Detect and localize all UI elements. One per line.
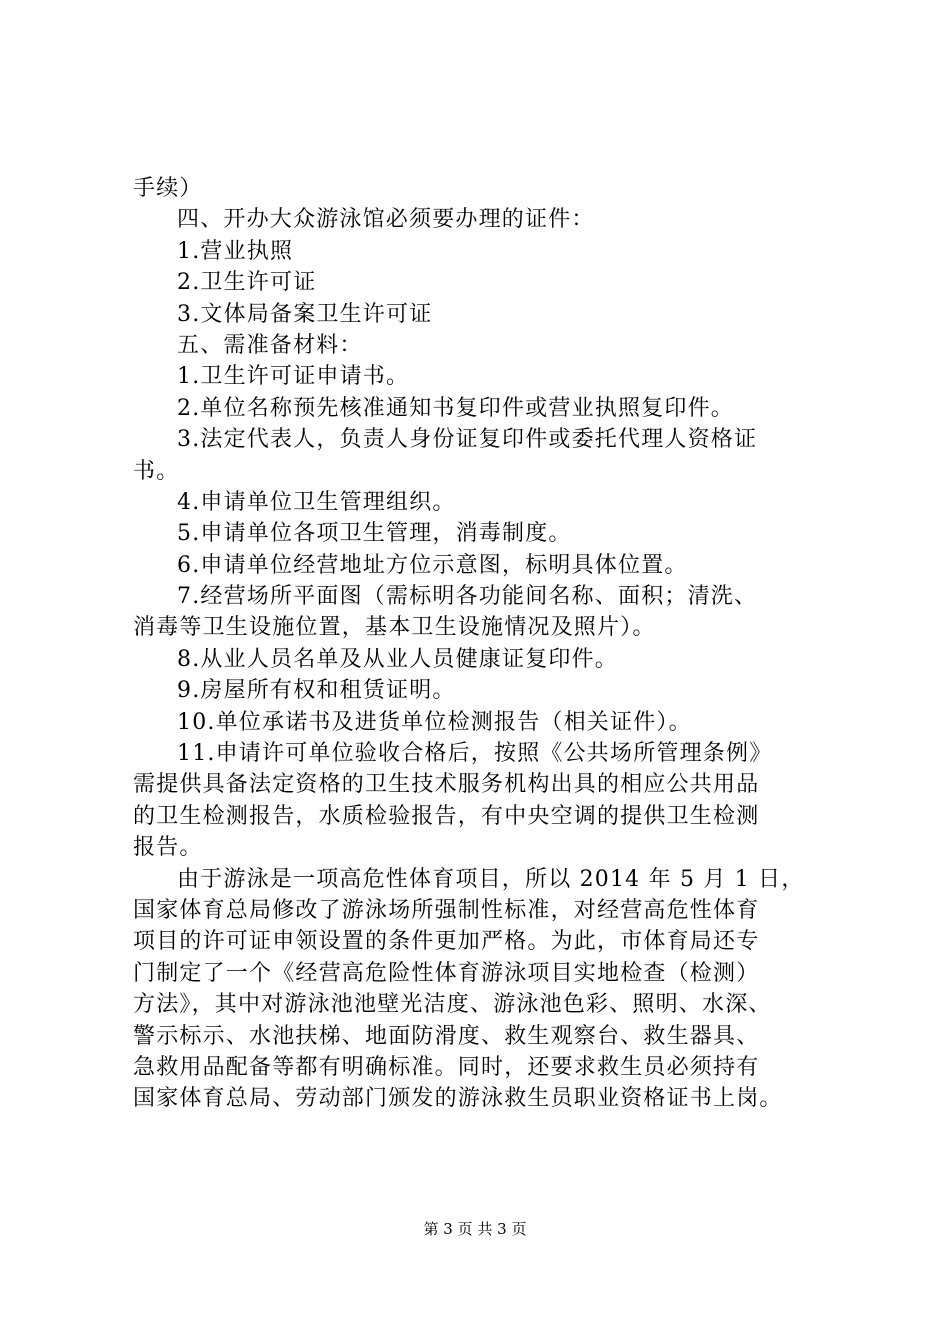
text-line: 的卫生检测报告，水质检验报告，有中央空调的提供卫生检测 — [133, 803, 760, 829]
text-line: 警示标示、水池扶梯、地面防滑度、救生观察台、救生器具、 — [133, 1023, 760, 1049]
text-line: 消毒等卫生设施位置，基本卫生设施情况及照片）。 — [133, 615, 656, 641]
text-line: 8.从业人员名单及从业人员健康证复印件。 — [177, 646, 618, 672]
text-line: 1.卫生许可证申请书。 — [177, 364, 410, 390]
text-line: 7.经营场所平面图（需标明各功能间名称、面积；清洗、 — [177, 584, 758, 610]
text-line: 方法》，其中对游泳池池壁光洁度、游泳池色彩、照明、水深、 — [133, 992, 772, 1018]
text-line: 6.申请单位经营地址方位示意图，标明具体位置。 — [177, 552, 688, 578]
text-line: 国家体育总局修改了游泳场所强制性标准，对经营高危性体育 — [133, 897, 760, 923]
text-line: 3.文体局备案卫生许可证 — [177, 301, 433, 327]
text-line: 手续） — [133, 176, 203, 201]
text-line: 4.申请单位卫生管理组织。 — [177, 489, 456, 515]
text-line: 10.单位承诺书及进货单位检测报告（相关证件）。 — [177, 709, 692, 735]
text-line: 书。 — [133, 458, 180, 484]
text-line: 9.房屋所有权和租赁证明。 — [177, 678, 456, 704]
text-line: 需提供具备法定资格的卫生技术服务机构出具的相应公共用品 — [133, 772, 760, 798]
text-line: 3.法定代表人，负责人身份证复印件或委托代理人资格证 — [177, 427, 758, 453]
text-line: 5.申请单位各项卫生管理，消毒制度。 — [177, 521, 572, 547]
text-line: 报告。 — [133, 835, 203, 861]
text-line: 项目的许可证申领设置的条件更加严格。为此，市体育局还专 — [133, 929, 760, 955]
text-line: 国家体育总局、劳动部门颁发的游泳救生员职业资格证书上岗。 — [133, 1086, 783, 1112]
text-line: 门制定了一个《经营高危险性体育游泳项目实地检查（检测） — [133, 960, 760, 986]
text-line: 五、需准备材料： — [177, 332, 363, 358]
document-body — [133, 173, 853, 1115]
text-line: 由于游泳是一项高危性体育项目，所以 2014 年 5 月 1 日， — [177, 866, 805, 892]
text-line: 1.营业执照 — [177, 238, 294, 264]
page-footer: 第 3 页 共 3 页 — [423, 1220, 527, 1238]
text-line: 2.单位名称预先核准通知书复印件或营业执照复印件。 — [177, 395, 734, 421]
text-line: 四、开办大众游泳馆必须要办理的证件： — [177, 207, 595, 233]
text-line: 11.申请许可单位验收合格后，按照《公共场所管理条例》 — [177, 741, 773, 767]
text-line: 2.卫生许可证 — [177, 270, 317, 296]
text-line: 急救用品配备等都有明确标准。同时，还要求救生员必须持有 — [133, 1054, 760, 1080]
